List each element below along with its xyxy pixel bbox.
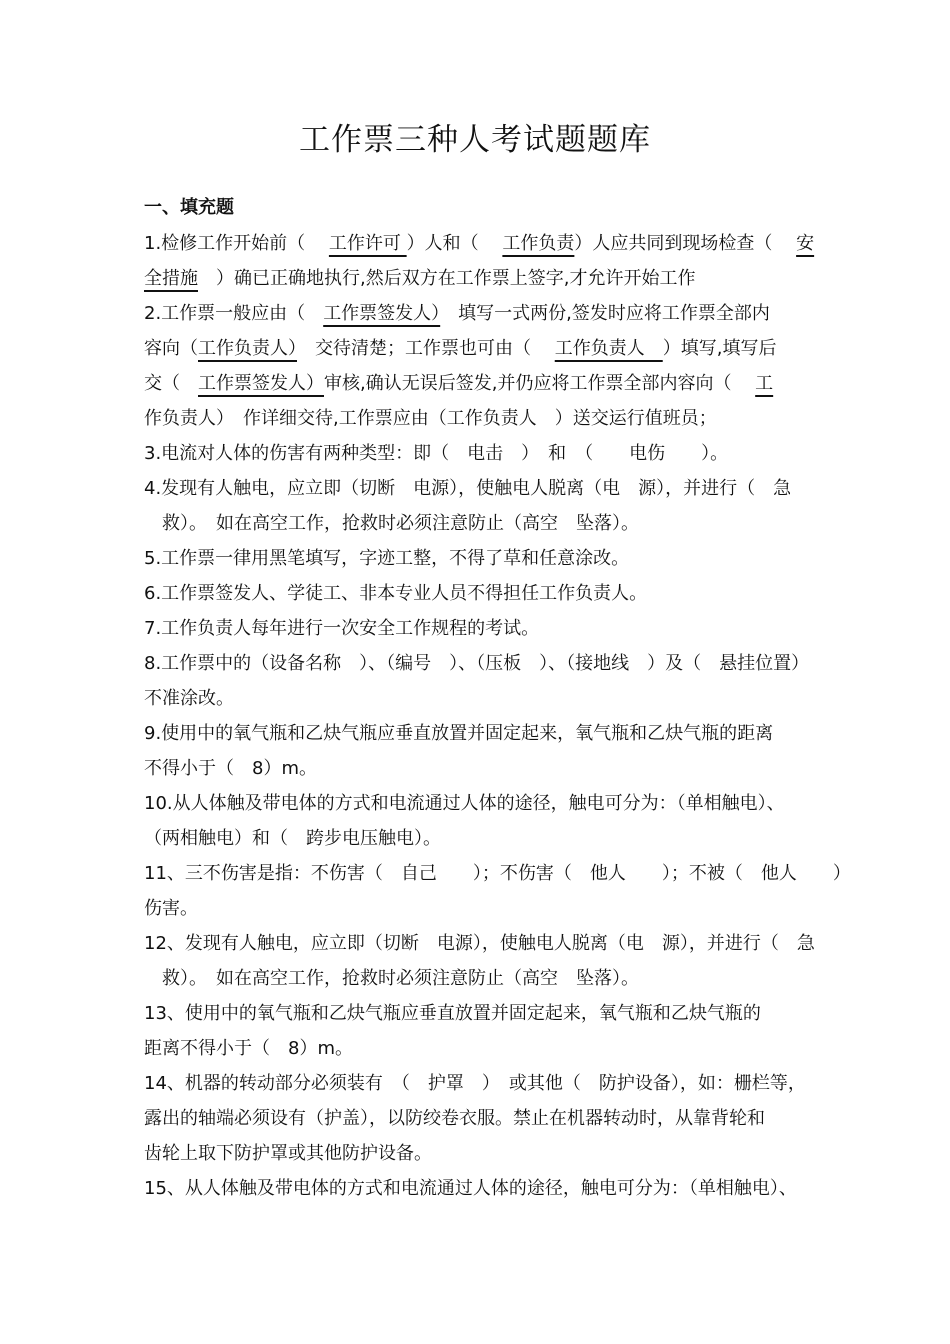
text-run: 救）。 如在高空工作，抢救时必须注意防止（高空 坠落）。 [144,968,639,989]
text-line [144,926,815,961]
text-run: 填写一式两份,签发时应将工作票全部内 [440,303,770,324]
text-run: 9.使用中的氧气瓶和乙炔气瓶应垂直放置并固定起来，氧气瓶和乙炔气瓶的距离 [144,723,774,744]
text-line [144,436,808,471]
text-run: 10.从人体触及带电体的方式和电流通过人体的途径，触电可分为：（单相触电）、 [144,793,785,814]
text-line [144,226,815,261]
text-line [144,366,808,401]
text-run: ）人和（ [406,233,503,254]
question-list [144,226,851,1206]
text-line [144,611,808,646]
text-line [144,716,808,751]
text-run: （两相触电）和（ 跨步电压触电）。 [144,828,441,849]
text-run: ）填写,填写后 [662,338,777,359]
text-line [144,331,808,366]
text-run: 救）。 如在高空工作，抢救时必须注意防止（高空 坠落）。 [144,513,639,534]
text-run: 12、发现有人触电，应立即（切断 电源），使触电人脱离（电 源），并进行（ 急 [144,933,815,954]
text-run: 4.发现有人触电，应立即（切断 电源），使触电人脱离（电 源），并进行（ 急 [144,478,792,499]
text-run: 15、从人体触及带电体的方式和电流通过人体的途径，触电可分为：（单相触电）、 [144,1178,797,1199]
text-line [144,296,808,331]
text-line [144,471,808,506]
text-line [144,506,808,541]
text-line [144,576,808,611]
document-title: 工作票三种人考试题题库 [299,122,651,158]
text-line [144,856,851,891]
text-line [144,401,808,436]
text-run: 不得小于（ 8）m。 [144,758,317,779]
text-line [144,261,808,296]
underlined-answer: 安 [796,233,815,254]
text-run: 交待清楚；工作票也可由（ [297,338,555,359]
text-run: ）确已正确地执行,然后双方在工作票上签字,才允许开始工作 [198,268,696,289]
underlined-answer: 工作票签发人） [198,373,324,394]
text-line [144,891,808,926]
text-run: 露出的轴端必须设有（护盖），以防绞卷衣服。禁止在机器转动时，从靠背轮和 [144,1108,765,1129]
text-run: 审核,确认无误后签发,并仍应将工作票全部内容向（ [324,373,756,394]
text-line [144,1031,808,1066]
text-run: 13、使用中的氧气瓶和乙炔气瓶应垂直放置并固定起来，氧气瓶和乙炔气瓶的 [144,1003,761,1024]
text-line [144,1101,808,1136]
underlined-answer: 工作负责人） [198,338,297,359]
text-run: 14、机器的转动部分必须装有 （ 护罩 ） 或其他（ 防护设备），如：栅栏等， [144,1073,806,1094]
text-line [144,751,808,786]
text-run: 交（ [144,373,198,394]
text-run: ）人应共同到现场检查（ [574,233,797,254]
text-run: 7.工作负责人每年进行一次安全工作规程的考试。 [144,618,540,639]
text-run: 距离不得小于（ 8）m。 [144,1038,353,1059]
text-line [144,961,808,996]
text-run: 容向（ [144,338,198,359]
text-run: 齿轮上取下防护罩或其他防护设备。 [144,1143,432,1164]
underlined-answer: 工作许可 [328,233,407,254]
text-line [144,1136,808,1171]
text-line [144,786,808,821]
text-line [144,1066,808,1101]
text-run: 2.工作票一般应由（ [144,303,324,324]
text-run: 6.工作票签发人、学徒工、非本专业人员不得担任工作负责人。 [144,583,648,604]
text-line [144,821,808,856]
text-run: 11、三不伤害是指：不伤害（ 自己 ）；不伤害（ 他人 ）；不被（ 他人 ） [144,863,851,884]
text-run: 伤害。 [144,898,198,919]
text-run: 5.工作票一律用黑笔填写，字迹工整，不得了草和任意涂改。 [144,548,630,569]
underlined-answer: 工 [755,373,774,394]
text-run: 3.电流对人体的伤害有两种类型：即（ 电击 ） 和 （ 电伤 ）。 [144,443,729,464]
text-line [144,1171,808,1206]
underlined-answer: 工作负责 [502,233,575,254]
text-line [144,646,808,681]
text-line [144,681,808,716]
text-line [144,541,808,576]
underlined-answer: 全措施 [144,268,198,289]
text-run: 不准涂改。 [144,688,234,709]
underlined-answer: 工作票签发人） [323,303,441,324]
section-heading: 一、填充题 [144,197,234,218]
text-run: 作负责人） 作详细交待,工作票应由（工作负责人 ）送交运行值班员； [144,408,717,429]
text-line [144,996,808,1031]
text-run: 8.工作票中的（设备名称 ）、（编号 ）、（压板 ）、（接地线 ）及（ 悬挂位置） [144,653,810,674]
underlined-answer: 工作负责人 [554,338,663,359]
text-run: 1.检修工作开始前（ [144,233,329,254]
